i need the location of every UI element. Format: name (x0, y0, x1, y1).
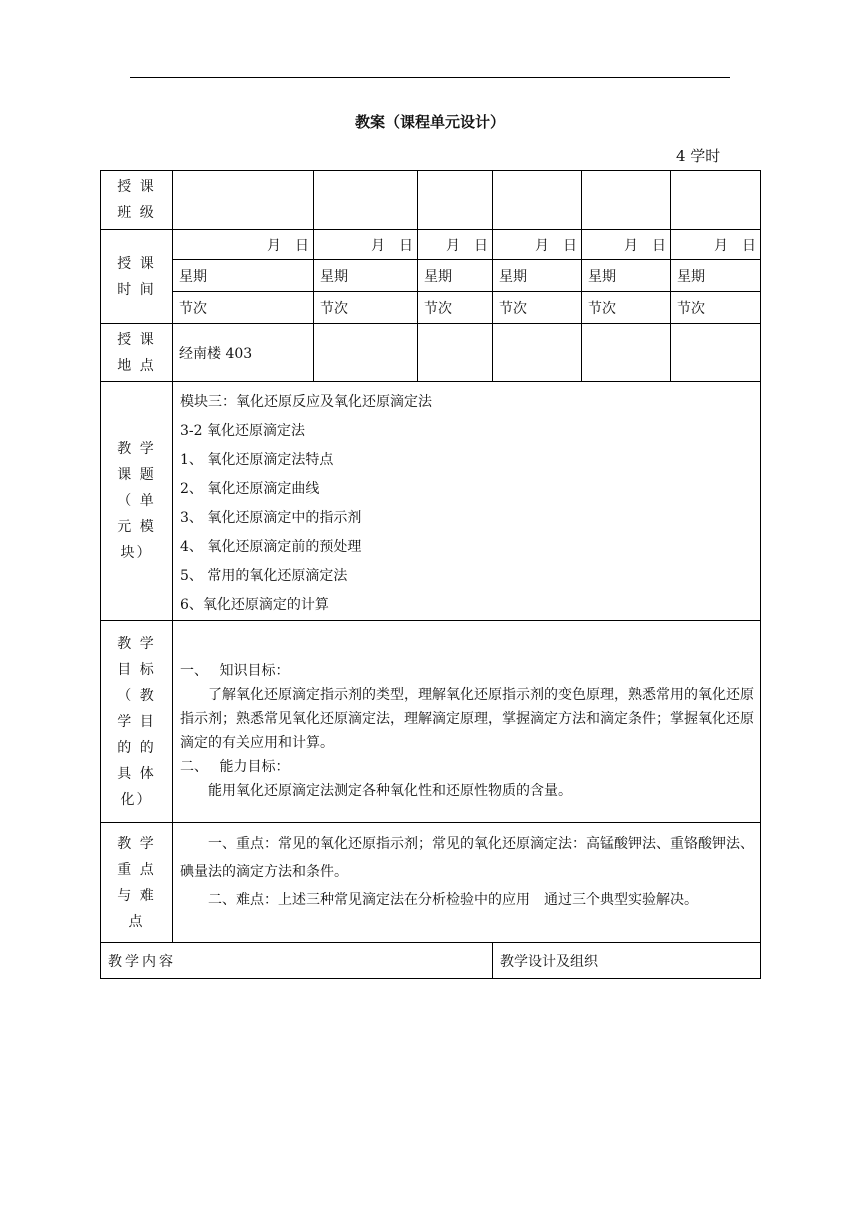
weekday-cell: 星期 (671, 260, 761, 292)
keys-row (101, 823, 761, 943)
time-date-row (101, 230, 761, 260)
hours-label: 4 学时 (676, 147, 721, 165)
footer-row (101, 943, 761, 979)
place-cell (493, 324, 582, 382)
lesson-plan-table (100, 170, 761, 979)
topic-label: 教 学 课 题 （ 单 元 模 块） (101, 382, 173, 621)
class-label: 授 课 班 级 (101, 171, 173, 230)
weekday-cell: 星期 (493, 260, 582, 292)
period-cell: 节次 (582, 292, 671, 324)
keys-content (173, 823, 761, 943)
topic-line: 3、 氧化还原滴定中的指示剂 (180, 510, 362, 526)
period-cell: 节次 (418, 292, 493, 324)
class-cell (671, 171, 761, 230)
goals-label: 教 学 目 标 （ 教 学 目 的 的 具 体 化） (101, 621, 173, 823)
weekday-cell: 星期 (418, 260, 493, 292)
topic-row (101, 382, 761, 621)
goals-content (173, 621, 761, 823)
topic-line: 6、氧化还原滴定的计算 (180, 597, 329, 613)
time-period-row (101, 292, 761, 324)
place-cell (314, 324, 418, 382)
class-cell (173, 171, 314, 230)
weekday-cell: 星期 (582, 260, 671, 292)
date-cell: 月 日 (173, 230, 314, 260)
place-row (101, 324, 761, 382)
topic-line: 3-2 氧化还原滴定法 (180, 423, 305, 439)
place-cell (671, 324, 761, 382)
teaching-content-header: 教学内容 (101, 943, 493, 979)
topic-line: 4、 氧化还原滴定前的预处理 (180, 539, 362, 555)
place-cell: 经南楼 403 (173, 324, 314, 382)
goals-row (101, 621, 761, 823)
class-cell (493, 171, 582, 230)
topic-line: 2、 氧化还原滴定曲线 (180, 481, 320, 497)
topic-line: 5、 常用的氧化还原滴定法 (180, 568, 348, 584)
date-cell: 月 日 (582, 230, 671, 260)
ability-goal-text: 能用氧化还原滴定法测定各种氧化性和还原性物质的含量。 (208, 783, 572, 799)
date-cell: 月 日 (418, 230, 493, 260)
difficult-point: 二、难点：上述三种常见滴定法在分析检验中的应用 通过三个典型实验解决。 (208, 892, 698, 908)
page-title: 教案（课程单元设计） (354, 113, 505, 131)
class-cell (418, 171, 493, 230)
date-cell: 月 日 (493, 230, 582, 260)
topic-content (173, 382, 761, 621)
date-cell: 月 日 (671, 230, 761, 260)
period-cell: 节次 (173, 292, 314, 324)
knowledge-goal-text: 了解氧化还原滴定指示剂的类型，理解氧化还原指示剂的变色原理，熟悉常用的氧化还原指示剂；熟悉常见氧化还原滴定法，理解滴定原理，掌握滴定方法和滴定条件；掌握氧化还原滴定的有关应用和计算。 (180, 687, 754, 751)
class-row (101, 171, 761, 230)
keys-label: 教 学 重 点 与 难 点 (101, 823, 173, 943)
weekday-cell: 星期 (173, 260, 314, 292)
teaching-design-header: 教学设计及组织 (493, 943, 761, 979)
time-weekday-row (101, 260, 761, 292)
weekday-cell: 星期 (314, 260, 418, 292)
place-cell (582, 324, 671, 382)
topic-line: 1、 氧化还原滴定法特点 (180, 452, 334, 468)
class-cell (314, 171, 418, 230)
header-rule (130, 77, 730, 78)
time-label: 授 课 时 间 (101, 230, 173, 324)
knowledge-goal-heading: 一、 知识目标： (180, 663, 290, 679)
period-cell: 节次 (671, 292, 761, 324)
place-label: 授 课 地 点 (101, 324, 173, 382)
date-cell: 月 日 (314, 230, 418, 260)
period-cell: 节次 (493, 292, 582, 324)
place-cell (418, 324, 493, 382)
ability-goal-heading: 二、 能力目标： (180, 759, 290, 775)
topic-line: 模块三：氧化还原反应及氧化还原滴定法 (180, 394, 432, 410)
period-cell: 节次 (314, 292, 418, 324)
class-cell (582, 171, 671, 230)
key-point: 一、重点：常见的氧化还原指示剂；常见的氧化还原滴定法：高锰酸钾法、重铬酸钾法、碘量法的滴定方法和条件。 (180, 836, 754, 880)
